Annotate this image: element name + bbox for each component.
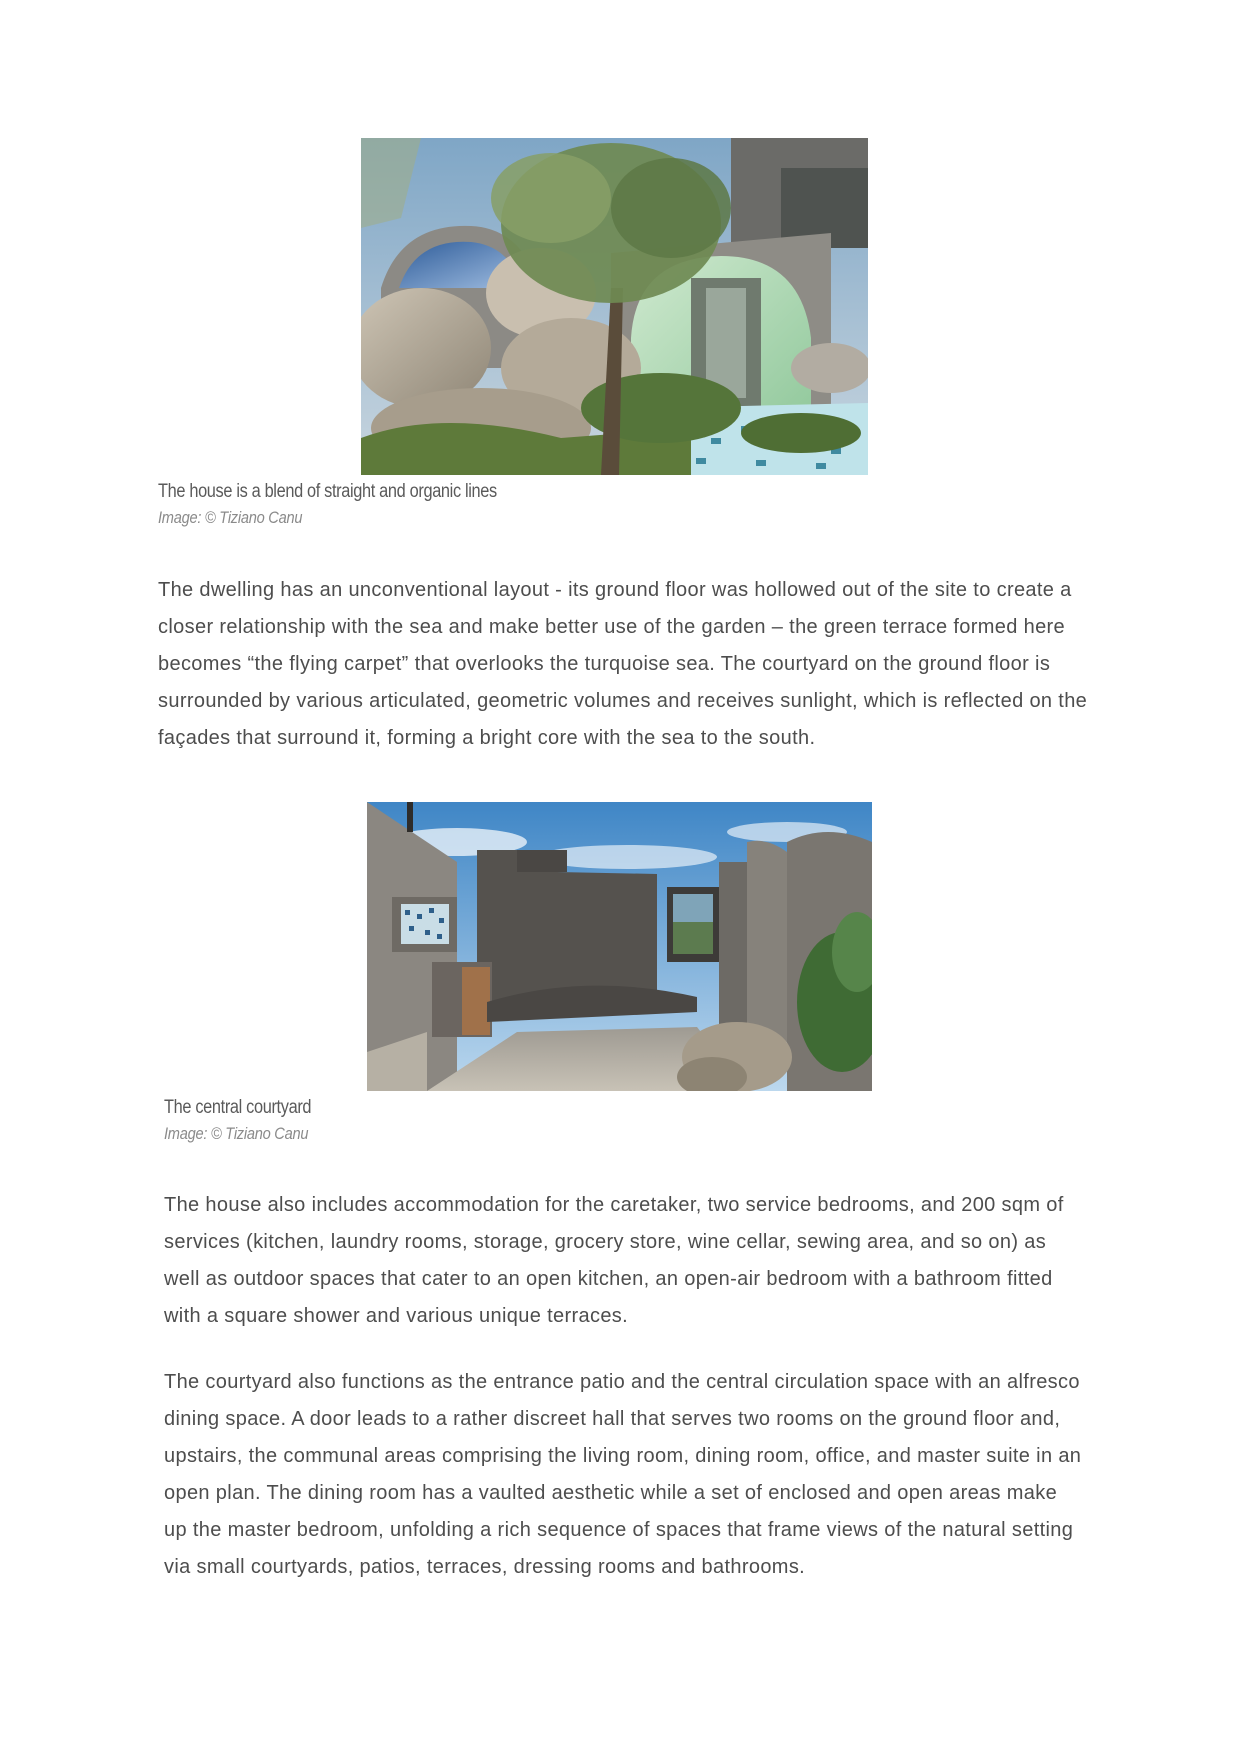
figure-credit: Image: © Tiziano Canu	[158, 508, 303, 527]
body-paragraph: The dwelling has an unconventional layout - its ground floor was hollowed out of the site to create a closer relationship with the sea and make better use of the garden – the green terrace formed here becomes “the flying carpet” that overlooks the turquoise sea. The courtyard on the ground floor is surrounded by various articulated, geometric volumes and receives sunlight, which is reflected on the façades that surround it, forming a bright core with the sea to the south.	[158, 579, 1088, 749]
figure-caption: The central courtyard	[164, 1097, 312, 1118]
photo-house-organic-lines	[361, 138, 868, 475]
figure-credit: Image: © Tiziano Canu	[164, 1124, 309, 1143]
body-paragraph: The house also includes accommodation for the caretaker, two service bedrooms, and 200 sqm of services (kitchen, laundry rooms, storage, grocery store, wine cellar, sewing area, and so on) as well as outdoor spaces that cater to an open kitchen, an open-air bedroom with a bathroom fitted with a square shower and various unique terraces.	[164, 1194, 1064, 1327]
body-paragraph: The courtyard also functions as the entrance patio and the central circulation space with an alfresco dining space. A door leads to a rather discreet hall that serves two rooms on the ground floor and, upstairs, the communal areas comprising the living room, dining room, office, and master suite in an open plan. The dining room has a vaulted aesthetic while a set of enclosed and open areas make up the master bedroom, unfolding a rich sequence of spaces that frame views of the natural setting via small courtyards, patios, terraces, dressing rooms and bathrooms.	[164, 1371, 1082, 1578]
figure-caption: The house is a blend of straight and organic lines	[158, 481, 497, 502]
photo-central-courtyard	[367, 802, 872, 1091]
